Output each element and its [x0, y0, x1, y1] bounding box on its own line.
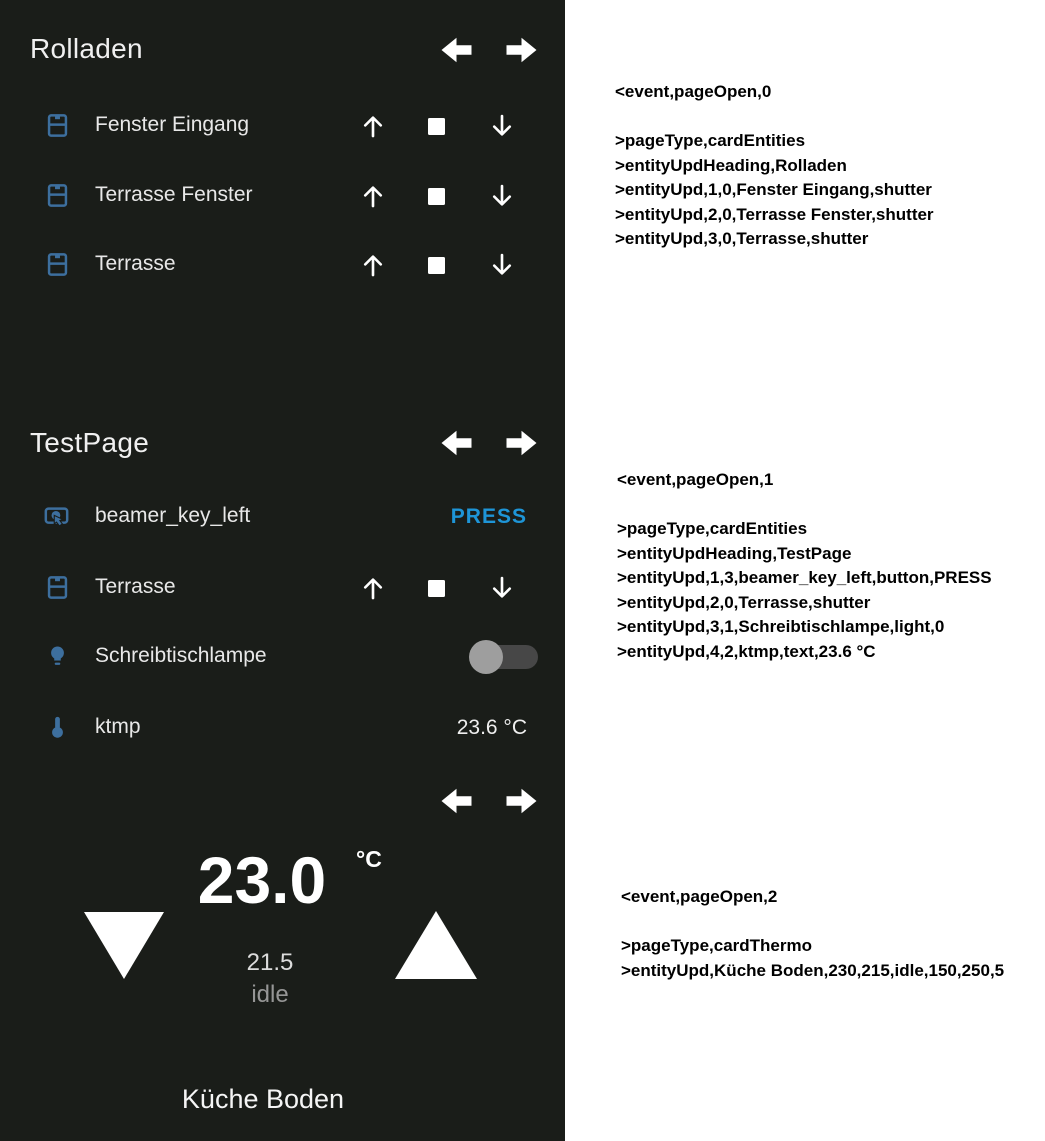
shutter-icon [44, 574, 71, 601]
nav-next-button[interactable] [503, 786, 540, 816]
entity-label: beamer_key_left [95, 504, 251, 527]
thermostat-down-button[interactable] [84, 912, 164, 979]
setpoint-temperature: 21.5 [246, 949, 294, 976]
shutter-down-button[interactable] [487, 573, 517, 603]
press-button[interactable]: PRESS [450, 505, 527, 528]
annotation-block-page0 [615, 80, 934, 252]
shutter-down-button[interactable] [487, 181, 517, 211]
protocol-line: >entityUpd,3,0,Terrasse,shutter [615, 229, 869, 248]
protocol-line: >entityUpd,1,0,Fenster Eingang,shutter [615, 180, 932, 199]
thermostat-title: Küche Boden [181, 1084, 345, 1114]
shutter-up-button[interactable] [358, 181, 388, 211]
protocol-line [615, 105, 934, 130]
card-heading-testpage: TestPage [30, 427, 150, 458]
protocol-line: >entityUpd,3,1,Schreibtischlampe,light,0 [617, 617, 945, 636]
nav-next-button[interactable] [503, 428, 540, 458]
nav-next-button[interactable] [503, 35, 540, 65]
shutter-down-button[interactable] [487, 250, 517, 280]
hvac-state: idle [251, 981, 289, 1008]
protocol-line: >entityUpd,2,0,Terrasse,shutter [617, 592, 871, 612]
shutter-down-button[interactable] [487, 111, 517, 141]
nav-prev-button[interactable] [438, 786, 475, 816]
protocol-line: >pageType,cardThermo [621, 936, 812, 955]
thermostat-up-button[interactable] [395, 911, 477, 979]
shutter-stop-button[interactable] [428, 188, 445, 205]
shutter-icon [44, 112, 71, 139]
protocol-line: >pageType,cardEntities [617, 519, 808, 538]
protocol-line [621, 910, 1004, 935]
protocol-line: >entityUpd,Küche Boden,230,215,idle,150,250,5 [621, 960, 1005, 980]
protocol-line: <event,pageOpen,0 [615, 82, 772, 101]
shutter-up-button[interactable] [358, 573, 388, 603]
entity-label: Terrasse [95, 252, 176, 275]
shutter-icon [44, 182, 71, 209]
tap-button-icon [43, 503, 70, 530]
protocol-line: <event,pageOpen,1 [617, 470, 774, 489]
entity-label: Schreibtischlampe [95, 644, 267, 667]
shutter-stop-button[interactable] [428, 580, 445, 597]
protocol-line: >pageType,cardEntities [615, 131, 806, 150]
thermometer-icon [44, 714, 71, 741]
lightbulb-icon [44, 643, 71, 670]
light-toggle-switch[interactable] [470, 645, 538, 669]
protocol-line: >entityUpdHeading,TestPage [617, 543, 852, 563]
annotation-block-page1 [617, 468, 992, 664]
annotation-block-page2 [621, 885, 1004, 983]
protocol-line: >entityUpd,2,0,Terrasse Fenster,shutter [615, 204, 934, 224]
toggle-knob [469, 640, 503, 674]
text-entity-value: 23.6 °C [456, 716, 527, 739]
shutter-up-button[interactable] [358, 111, 388, 141]
entity-label: ktmp [95, 715, 141, 738]
protocol-line: >entityUpd,1,3,beamer_key_left,button,PRESS [617, 568, 992, 587]
shutter-up-button[interactable] [358, 250, 388, 280]
nav-prev-button[interactable] [438, 35, 475, 65]
entity-label: Terrasse Fenster [95, 183, 253, 206]
protocol-line: >entityUpdHeading,Rolladen [615, 155, 847, 175]
protocol-line: >entityUpd,4,2,ktmp,text,23.6 °C [617, 641, 876, 661]
temperature-unit: °C [356, 846, 382, 872]
nav-prev-button[interactable] [438, 428, 475, 458]
protocol-line: <event,pageOpen,2 [621, 887, 778, 906]
shutter-icon [44, 251, 71, 278]
protocol-line [617, 493, 992, 518]
entity-label: Terrasse [95, 575, 176, 598]
card-heading-rolladen: Rolladen [30, 33, 143, 64]
shutter-stop-button[interactable] [428, 257, 445, 274]
current-temperature: 23.0 [197, 843, 327, 917]
shutter-stop-button[interactable] [428, 118, 445, 135]
entity-label: Fenster Eingang [95, 113, 250, 136]
